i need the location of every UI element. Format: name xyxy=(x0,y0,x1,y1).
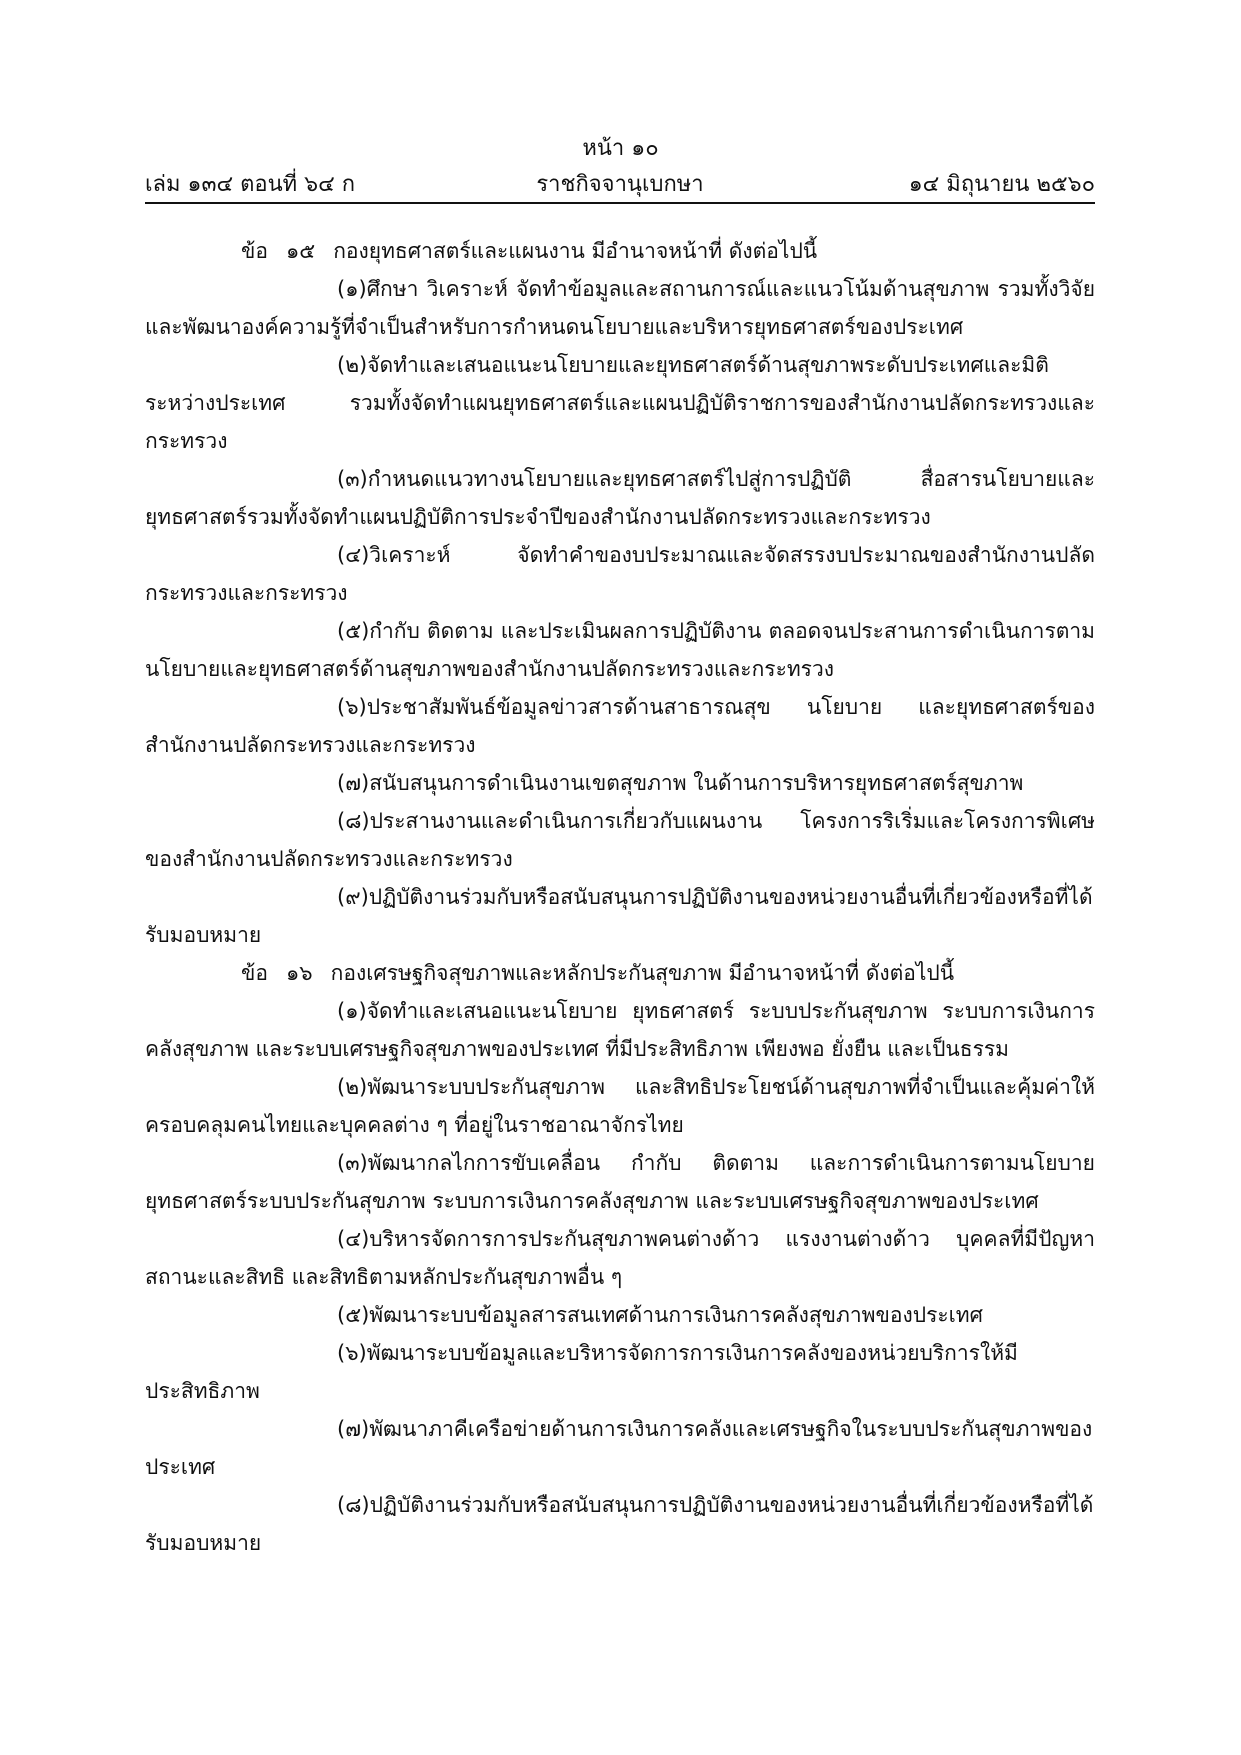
section-title: กองยุทธศาสตร์และแผนงาน มีอำนาจหน้าที่ ดังต่อไปนี้ xyxy=(333,239,818,263)
item-number: (๓) xyxy=(337,1151,368,1175)
item-text: ศึกษา วิเคราะห์ จัดทำข้อมูลและสถานการณ์และแนวโน้มด้านสุขภาพ รวมทั้งวิจัยและพัฒนาองค์ความรู้ที่จำเป็นสำหรับการกำหนดนโยบายและบริหารยุทธศาสตร์ของประเทศ xyxy=(145,277,1095,339)
item-number: (๙) xyxy=(337,885,369,909)
item-number: (๗) xyxy=(337,771,370,795)
item-number: (๓) xyxy=(337,467,368,491)
list-item xyxy=(145,878,1095,954)
item-text: พัฒนาระบบข้อมูลสารสนเทศด้านการเงินการคลังสุขภาพของประเทศ xyxy=(369,1303,983,1327)
item-text: ปฏิบัติงานร่วมกับหรือสนับสนุนการปฏิบัติงานของหน่วยงานอื่นที่เกี่ยวข้องหรือที่ได้รับมอบหมาย xyxy=(145,885,1093,947)
list-item xyxy=(145,1334,1095,1410)
item-number: (๑) xyxy=(337,277,367,301)
item-number: (๗) xyxy=(337,1417,370,1441)
document-body xyxy=(145,232,1095,1562)
item-number: (๘) xyxy=(337,1493,370,1517)
item-number: (๔) xyxy=(337,1227,370,1251)
item-text: วิเคราะห์ จัดทำคำของบประมาณและจัดสรรงบประมาณของสำนักงานปลัดกระทรวงและกระทรวง xyxy=(145,543,1095,605)
item-text: จัดทำและเสนอแนะนโยบายและยุทธศาสตร์ด้านสุขภาพระดับประเทศและมิติระหว่างประเทศ รวมทั้งจัดทำแผนยุทธศาสตร์และแผนปฏิบัติราชการของสำนักงานปลัดกระทรวงและกระทรวง xyxy=(145,353,1095,453)
list-item xyxy=(145,764,1095,802)
list-item xyxy=(145,1144,1095,1220)
item-number: (๖) xyxy=(337,695,367,719)
page-number: หน้า ๑๐ xyxy=(582,136,659,161)
running-header xyxy=(145,166,1095,198)
item-number: (๒) xyxy=(337,1075,368,1099)
item-number: (๕) xyxy=(337,1303,370,1327)
item-text: จัดทำและเสนอแนะนโยบาย ยุทธศาสตร์ ระบบประกันสุขภาพ ระบบการเงินการคลังสุขภาพ และระบบเศรษฐกิจสุขภาพของประเทศ ที่มีประสิทธิภาพ เพียงพอ ยั่งยืน และเป็นธรรม xyxy=(145,999,1095,1061)
section-number: ๑๖ xyxy=(285,961,313,985)
list-item xyxy=(145,1486,1095,1562)
item-text: บริหารจัดการการประกันสุขภาพคนต่างด้าว แรงงานต่างด้าว บุคคลที่มีปัญหาสถานะและสิทธิ และสิทธิตามหลักประกันสุขภาพอื่น ๆ xyxy=(145,1227,1095,1289)
item-number: (๔) xyxy=(337,543,370,567)
item-text: พัฒนากลไกการขับเคลื่อน กำกับ ติดตาม และการดำเนินการตามนโยบายยุทธศาสตร์ระบบประกันสุขภาพ ระบบการเงินการคลังสุขภาพ และระบบเศรษฐกิจสุขภาพของประเทศ xyxy=(145,1151,1095,1213)
section-number: ๑๕ xyxy=(285,239,316,263)
list-item xyxy=(145,802,1095,878)
volume-issue: เล่ม ๑๓๔ ตอนที่ ๖๔ ก xyxy=(145,172,356,197)
list-item xyxy=(145,1410,1095,1486)
list-item xyxy=(145,346,1095,460)
gazette-title: ราชกิจจานุเบกษา xyxy=(536,172,704,197)
list-item xyxy=(145,992,1095,1068)
list-item xyxy=(145,612,1095,688)
item-text: ประชาสัมพันธ์ข้อมูลข่าวสารด้านสาธารณสุข นโยบาย และยุทธศาสตร์ของสำนักงานปลัดกระทรวงและกระทรวง xyxy=(145,695,1095,757)
list-item xyxy=(145,460,1095,536)
list-item xyxy=(145,688,1095,764)
header-divider xyxy=(145,202,1095,204)
item-text: พัฒนาภาคีเครือข่ายด้านการเงินการคลังและเศรษฐกิจในระบบประกันสุขภาพของประเทศ xyxy=(145,1417,1093,1479)
list-item xyxy=(145,270,1095,346)
item-text: พัฒนาระบบประกันสุขภาพ และสิทธิประโยชน์ด้านสุขภาพที่จำเป็นและคุ้มค่าให้ครอบคลุมคนไทยและบุคคลต่าง ๆ ที่อยู่ในราชอาณาจักรไทย xyxy=(145,1075,1095,1137)
section-heading xyxy=(145,232,1095,270)
item-number: (๑) xyxy=(337,999,367,1023)
list-item xyxy=(145,1296,1095,1334)
list-item xyxy=(145,536,1095,612)
list-item xyxy=(145,1220,1095,1296)
list-item xyxy=(145,1068,1095,1144)
item-text: กำกับ ติดตาม และประเมินผลการปฏิบัติงาน ตลอดจนประสานการดำเนินการตามนโยบายและยุทธศาสตร์ด้านสุขภาพของสำนักงานปลัดกระทรวงและกระทรวง xyxy=(145,619,1095,681)
item-text: กำหนดแนวทางนโยบายและยุทธศาสตร์ไปสู่การปฏิบัติ สื่อสารนโยบายและยุทธศาสตร์รวมทั้งจัดทำแผนปฏิบัติการประจำปีของสำนักงานปลัดกระทรวงและกระทรวง xyxy=(145,467,1095,529)
item-number: (๒) xyxy=(337,353,368,377)
section-heading xyxy=(145,954,1095,992)
publication-date: ๑๔ มิถุนายน ๒๕๖๐ xyxy=(908,172,1095,197)
item-number: (๘) xyxy=(337,809,370,833)
item-text: ปฏิบัติงานร่วมกับหรือสนับสนุนการปฏิบัติงานของหน่วยงานอื่นที่เกี่ยวข้องหรือที่ได้รับมอบหมาย xyxy=(145,1493,1094,1555)
section-title: กองเศรษฐกิจสุขภาพและหลักประกันสุขภาพ มีอำนาจหน้าที่ ดังต่อไปนี้ xyxy=(330,961,955,985)
item-number: (๕) xyxy=(337,619,370,643)
item-text: พัฒนาระบบข้อมูลและบริหารจัดการการเงินการคลังของหน่วยบริการให้มีประสิทธิภาพ xyxy=(145,1341,1018,1403)
item-text: ประสานงานและดำเนินการเกี่ยวกับแผนงาน โครงการริเริ่มและโครงการพิเศษของสำนักงานปลัดกระทรวงและกระทรวง xyxy=(145,809,1095,871)
section-label: ข้อ xyxy=(241,239,268,263)
section-label: ข้อ xyxy=(241,961,268,985)
item-text: สนับสนุนการดำเนินงานเขตสุขภาพ ในด้านการบริหารยุทธศาสตร์สุขภาพ xyxy=(369,771,1024,795)
item-number: (๖) xyxy=(337,1341,367,1365)
